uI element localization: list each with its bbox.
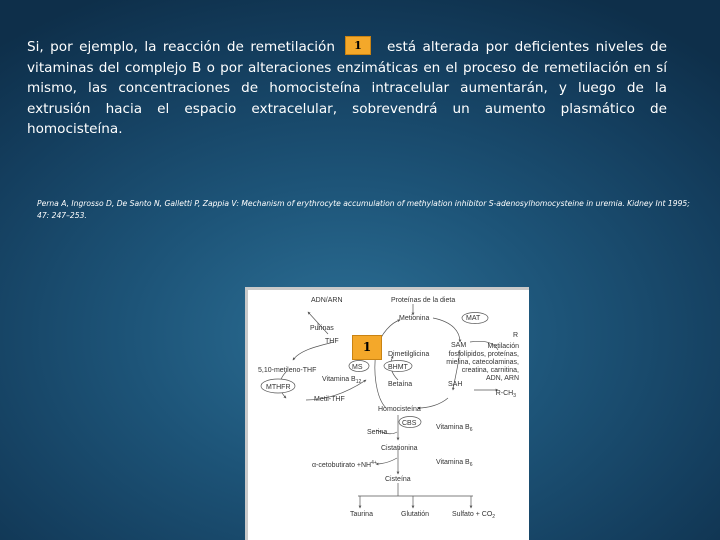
reaction-number-badge: 1 — [345, 36, 371, 55]
label-purinas: Purinas — [310, 325, 334, 332]
label-homocisteina: Homocisteína — [378, 406, 421, 413]
label-metilacion: Metilación — [487, 343, 519, 350]
label-r: R — [513, 332, 519, 339]
arrow-methionine-to-sam — [433, 318, 460, 342]
paragraph-text-start: Si, por ejemplo, la reacción de remetilación — [27, 39, 335, 55]
label-cetobutirato: α-cetobutirato $+NH^4+$ — [312, 460, 377, 469]
label-metileno-thf: 5,10-metileno-THF — [258, 367, 317, 374]
label-vitamina-b12: Vitamina $B_{12}$ — [322, 376, 362, 385]
label-proteinas-dieta: Proteínas de la dieta — [391, 297, 456, 304]
label-glutation: Glutatión — [401, 511, 430, 518]
label-sah: SAH — [448, 381, 463, 388]
label-cisteina: Cisteína — [385, 476, 411, 483]
paragraph-text-end: está alterada por deficientes niveles de vitaminas del complejo B o por alteraciones enzimáticas en el proceso de remetilación en sí mismo, las concentraciones de homocisteína intracelular aumentarán, y luego de la extrusión hacia el espacio extracelular, sobrevendrá un aumento plasmático de homocisteína. — [27, 39, 668, 138]
label-mthfr: MTHFR — [266, 384, 291, 391]
label-ms: MS — [352, 364, 363, 371]
label-serina: Serina — [367, 429, 388, 436]
label-cistationina: Cistationina — [381, 445, 418, 452]
label-creatina: creatina, carnitina, — [461, 367, 519, 374]
label-sulfato: Sulfato + $CO_2$ — [452, 511, 496, 520]
label-adn-arn: ADN/ARN — [311, 297, 343, 304]
label-metionina: Metionina — [399, 315, 430, 322]
label-vitamina-b6-b: Vitamina $B_6$ — [436, 459, 473, 468]
label-dimetilglicina: Dimetilglicina — [388, 351, 430, 358]
citation: Perna A, Ingrosso D, De Santo N, Galletti P, Zappia V: Mechanism of erythrocyte accumulation of methylation inhibitor S-adenosylhomocysteine in uremia. Kidney Int 1995; 47: 247–253. — [37, 199, 690, 220]
label-betaina: Betaína — [388, 381, 413, 388]
label-mat: MAT — [466, 315, 481, 322]
cysteine-branch — [358, 483, 473, 496]
label-bhmt: BHMT — [388, 364, 408, 371]
homocysteine-metabolism-diagram — [245, 287, 529, 540]
label-adn-arn-2: ADN, ARN — [485, 375, 519, 382]
label-thf: THF — [325, 338, 339, 345]
label-taurina: Taurina — [350, 511, 373, 518]
diagram-reaction-badge: 1 — [352, 335, 382, 360]
label-sam: SAM — [451, 342, 467, 349]
diagram-canvas — [248, 290, 529, 540]
label-mielina: mielina, catecolaminas, — [446, 359, 519, 366]
body-paragraph — [27, 36, 667, 140]
label-metil-thf: Metil-THF — [314, 396, 345, 403]
arrow-sah-to-homocysteine — [418, 398, 448, 408]
label-cbs: CBS — [402, 420, 417, 427]
label-r-ch3: $R-CH_3$ — [495, 390, 516, 399]
arrow-ketobutyrate-out — [376, 458, 397, 464]
label-vitamina-b6-a: Vitamina $B_6$ — [436, 424, 473, 433]
label-fosfolipidos: fosfolípidos, proteínas, — [448, 351, 519, 358]
